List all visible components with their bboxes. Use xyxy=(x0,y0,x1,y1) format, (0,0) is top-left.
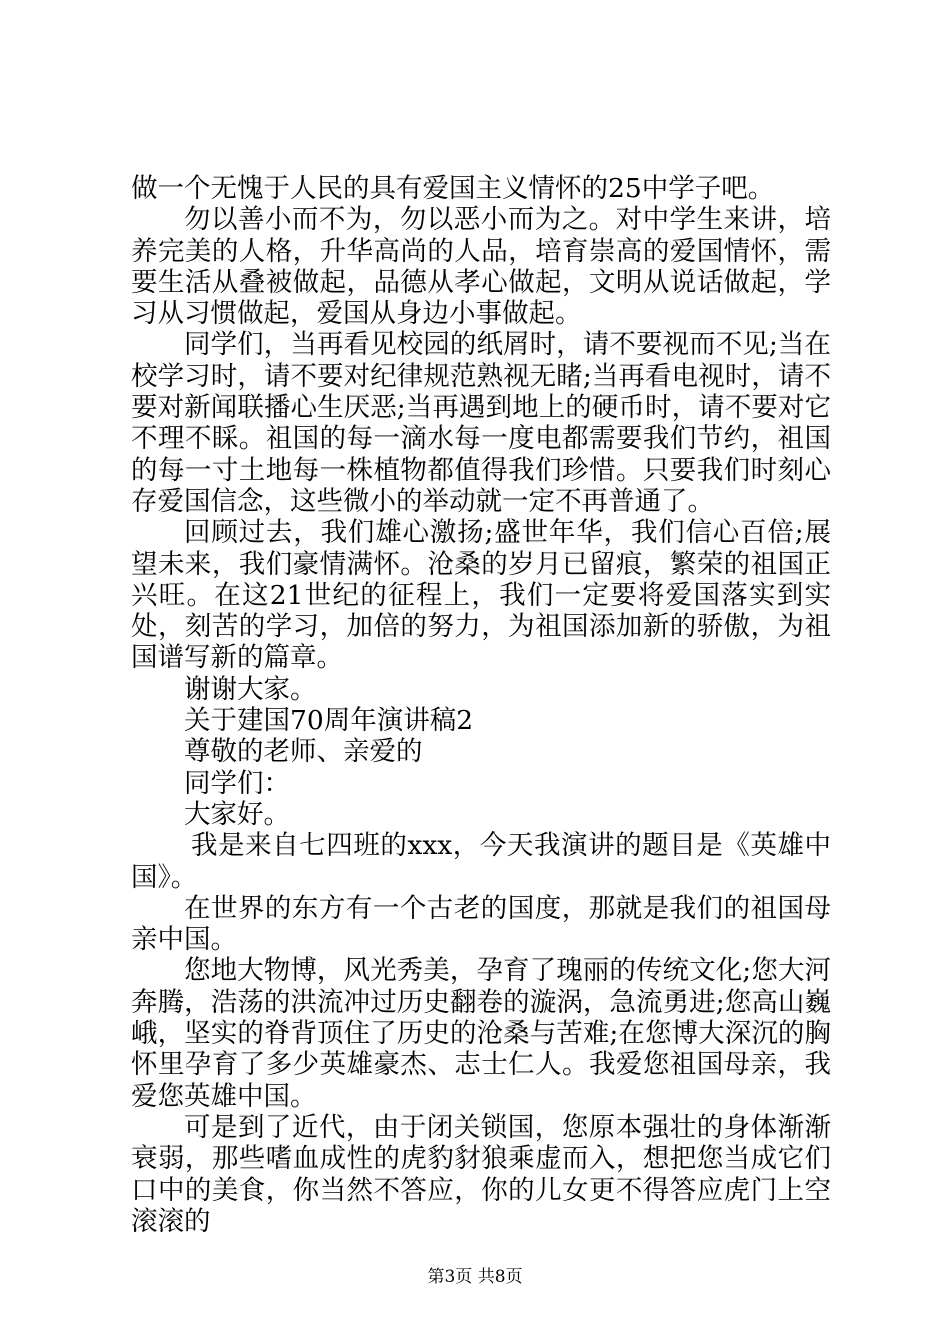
paragraph-3: 同学们，当再看见校园的纸屑时，请不要视而不见;当在校学习时，请不要对纪律规范熟视无睹;当再看电视时，请不要对新闻联播心生厌恶;当再遇到地上的硬币时，请不要对它不理不睬。祖国的每一滴水每一度电都需要我们节约，祖国的每一寸土地每一株植物都值得我们珍惜。只要我们时刻心存爱国信念，这些微小的举动就一定不再普通了。 xyxy=(131,329,831,517)
paragraph-intro: 我是来自七四班的xxx，今天我演讲的题目是《英雄中国》。 xyxy=(131,830,831,893)
section-heading: 关于建国70周年演讲稿2 xyxy=(184,705,474,737)
paragraph-east: 在世界的东方有一个古老的国度，那就是我们的祖国母亲中国。 xyxy=(131,892,831,956)
paragraph-1: 做一个无愧于人民的具有爱国主义情怀的25中学子吧。 xyxy=(131,173,775,204)
closing-thanks: 谢谢大家。 xyxy=(184,673,317,705)
document-body xyxy=(131,173,831,1237)
greeting: 大家好。 xyxy=(184,798,290,830)
paragraph-modern: 可是到了近代，由于闭关锁国，您原本强壮的身体渐渐衰弱，那些嗜血成性的虎豹豺狼乘虚而入，想把您当成它们口中的美食，你当然不答应，你的儿女更不得答应虎门上空滚滚的 xyxy=(131,1111,831,1237)
paragraph-motherland: 您地大物博，风光秀美，孕育了瑰丽的传统文化;您大河奔腾，浩荡的洪流冲过历史翻卷的漩涡，急流勇进;您高山巍峨，坚实的脊背顶住了历史的沧桑与苦难;在您博大深沉的胸怀里孕育了多少英雄豪杰、志士仁人。我爱您祖国母亲，我爱您英雄中国。 xyxy=(131,955,831,1112)
salutation-line-1: 尊敬的老师、亲爱的 xyxy=(184,736,423,768)
salutation-line-2: 同学们： xyxy=(184,767,290,799)
page-footer: 第3页 共8页 xyxy=(427,1267,523,1287)
paragraph-4: 回顾过去，我们雄心激扬;盛世年华，我们信心百倍;展望未来，我们豪情满怀。沧桑的岁月已留痕，繁荣的祖国正兴旺。在这21世纪的征程上，我们一定要将爱国落实到实处，刻苦的学习，加倍的努力，为祖国添加新的骄傲，为祖国谱写新的篇章。 xyxy=(131,517,831,674)
paragraph-2: 勿以善小而不为，勿以恶小而为之。对中学生来讲，培养完美的人格，升华高尚的人品，培育崇高的爱国情怀，需要生活从叠被做起，品德从孝心做起，文明从说话做起，学习从习惯做起，爱国从身边小事做起。 xyxy=(131,204,831,330)
